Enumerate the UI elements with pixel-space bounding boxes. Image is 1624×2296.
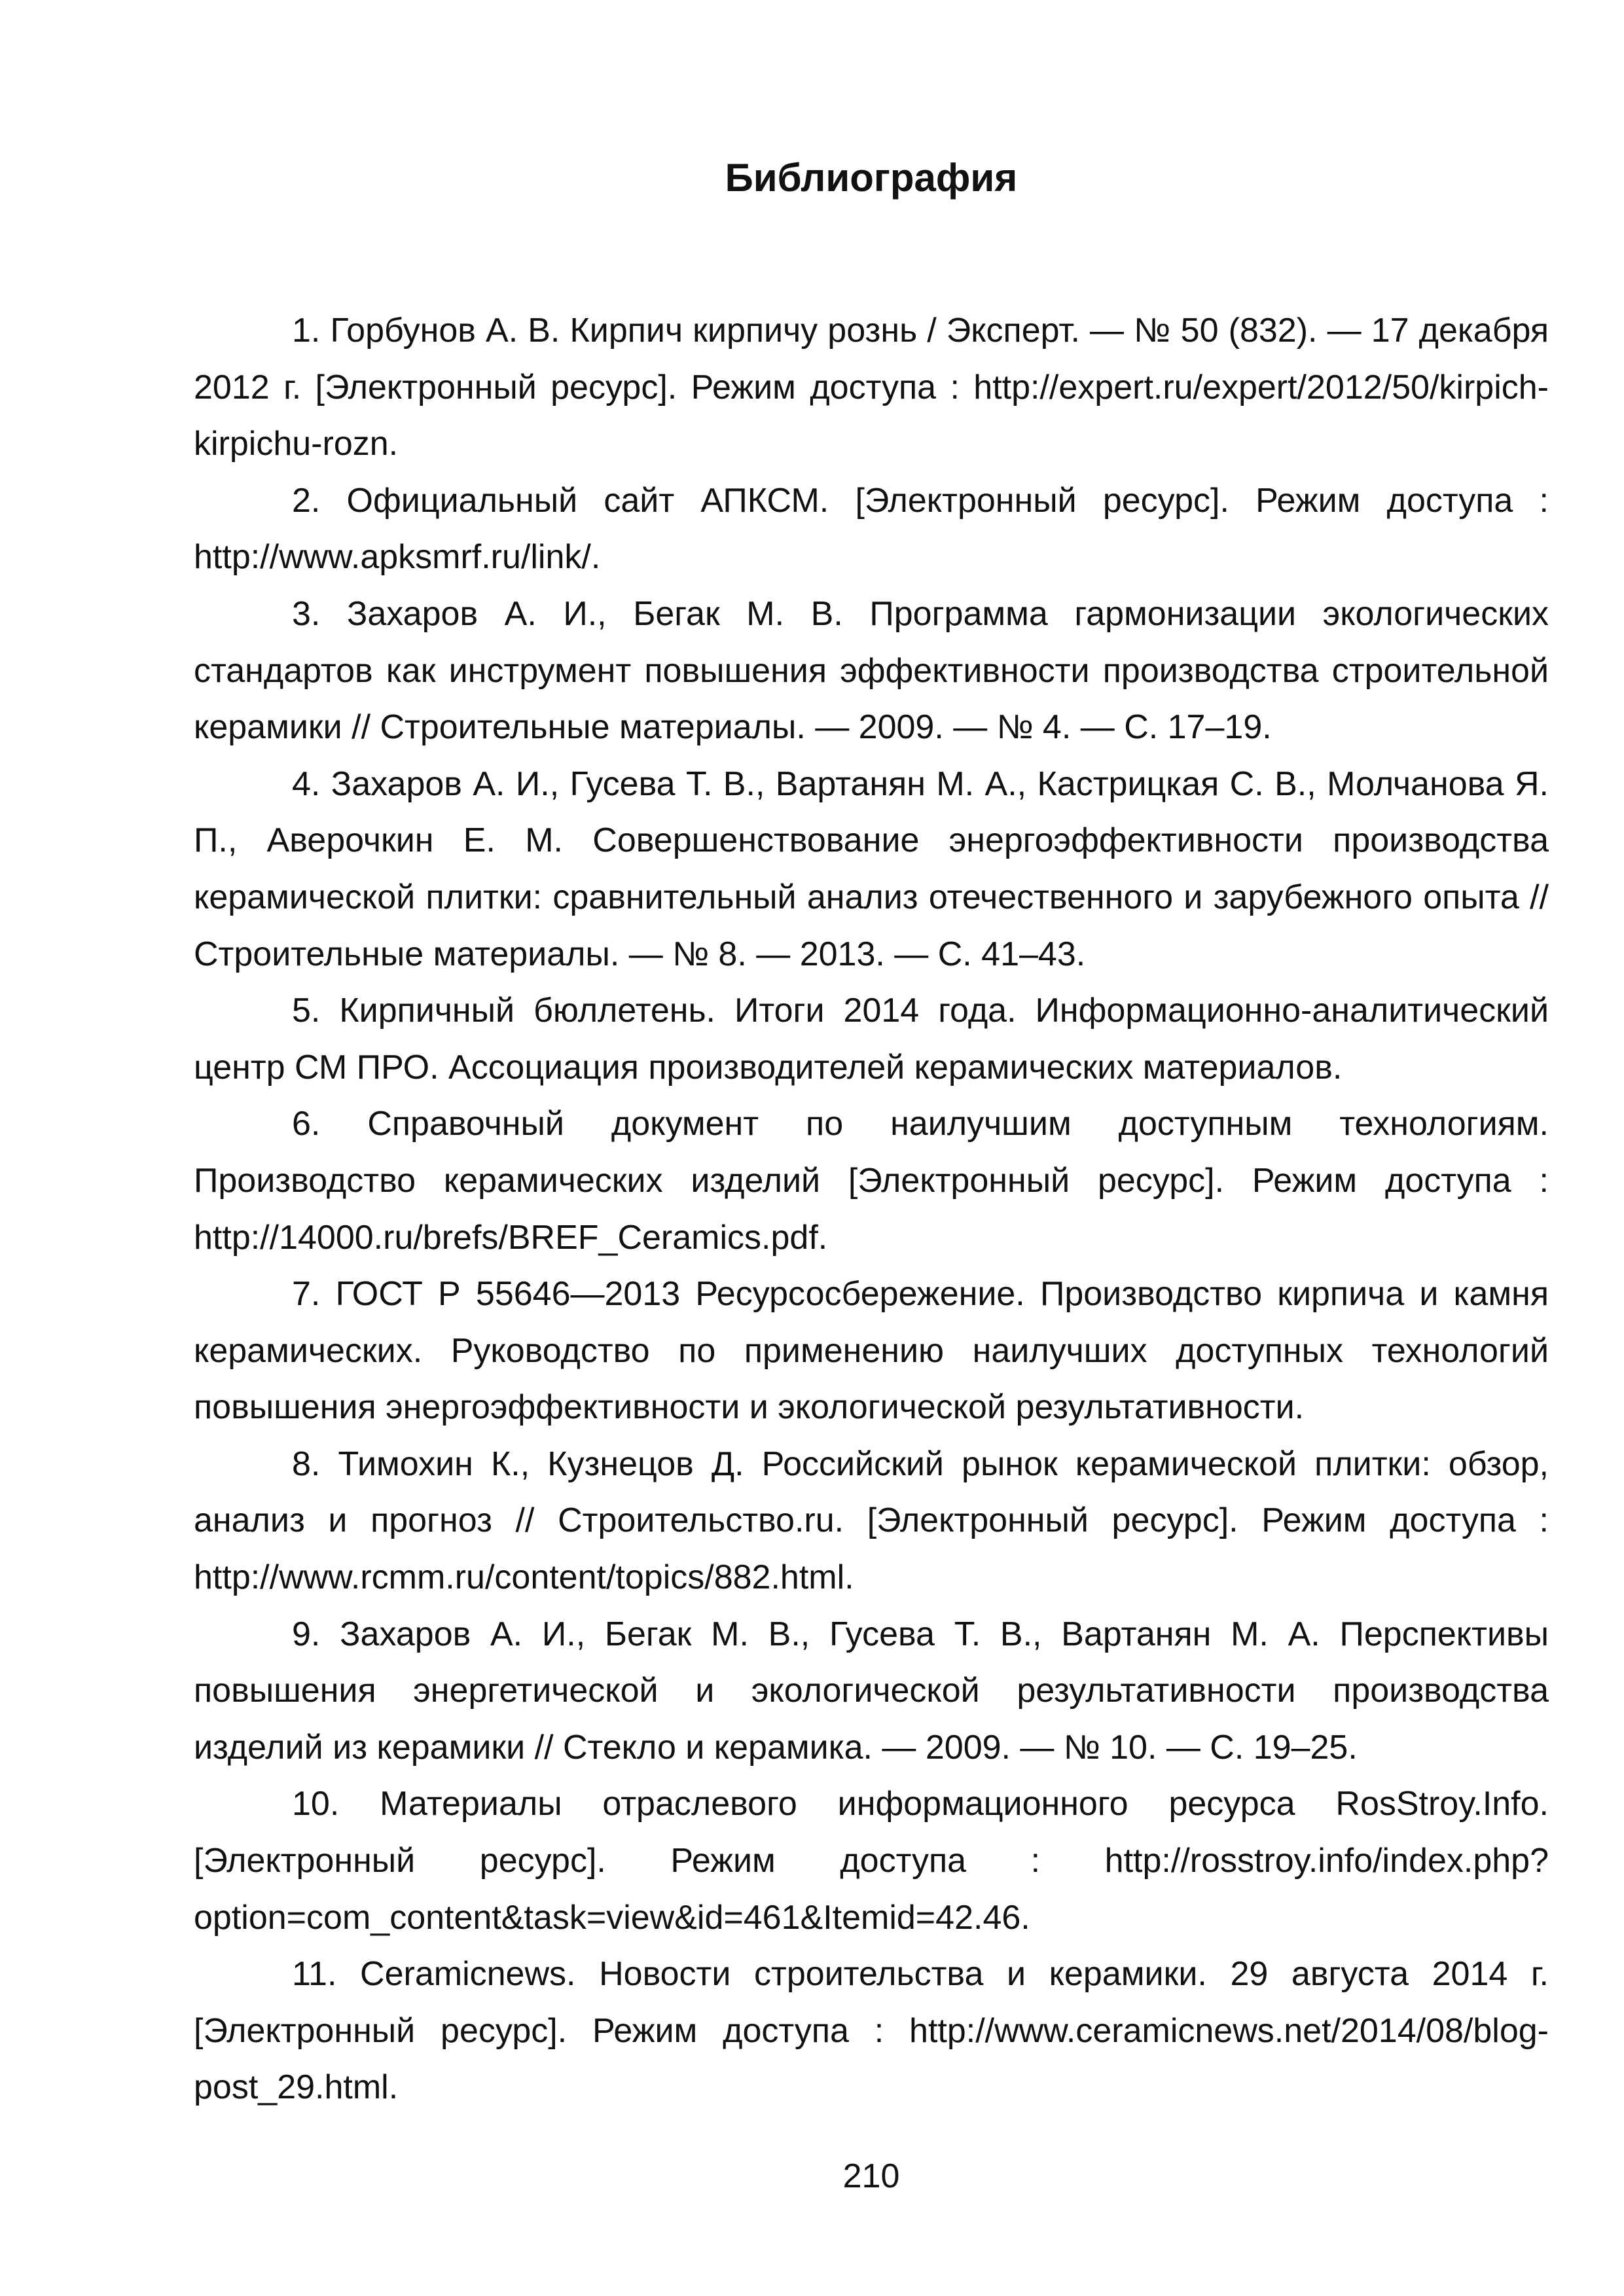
bibliography-item: 8. Тимохин К., Кузнецов Д. Российский рынок керамической плитки: обзор, анализ и прогноз // Строительство.ru. [Электронный ресурс]. Режим доступа : http://www.rcmm.ru/content/topics/882.html.: [194, 1444, 1549, 1597]
bibliography-item: 4. Захаров А. И., Гусева Т. В., Вартанян М. А., Кастрицкая С. В., Молчанова Я. П., Аверочкин Е. М. Совершенствование энергоэффективности производства керамической плитки: сравнительный анализ отечественного и зарубежного опыта // Строительные материалы. — № 8. — 2013. — С. 41–43.: [194, 764, 1549, 973]
bibliography-item: 10. Материалы отраслевого информационного ресурса RosStroy.Info. [Электронный ресурс]. Режим доступа : http://rosstroy.info/index.php?option=com_content&task=view&id=461&Itemid=42.46.: [194, 1785, 1549, 1937]
page-title: Библиография: [725, 156, 1018, 200]
bibliography-item: 1. Горбунов А. В. Кирпич кирпичу рознь / Эксперт. — № 50 (832). — 17 декабря 2012 г. [Электронный ресурс]. Режим доступа : http://expert.ru/expert/2012/50/kirpich-kirpichu-rozn.: [194, 312, 1549, 463]
bibliography-item: 3. Захаров А. И., Бегак М. В. Программа гармонизации экологических стандартов как инструмент повышения эффективности производства строительной керамики // Строительные материалы. — 2009. — № 4. — С. 17–19.: [194, 594, 1549, 747]
bibliography-item: 5. Кирпичный бюллетень. Итоги 2014 года. Информационно-аналитический центр СМ ПРО. Ассоциация производителей керамических материалов.: [194, 992, 1549, 1086]
bibliography-item: 9. Захаров А. И., Бегак М. В., Гусева Т. В., Вартанян М. А. Перспективы повышения энергетической и экологической результативности производства изделий из керамики // Стекло и керамика. — 2009. — № 10. — С. 19–25.: [194, 1615, 1549, 1767]
page-number: 210: [842, 2157, 900, 2195]
bibliography-list: [194, 302, 1549, 2116]
bibliography-item: 11. Ceramicnews. Новости строительства и керамики. 29 августа 2014 г. [Электронный ресурс]. Режим доступа : http://www.ceramicnews.net/2014/08/blog-post_29.html.: [194, 1955, 1549, 2107]
bibliography-item: 2. Официальный сайт АПКСМ. [Электронный ресурс]. Режим доступа : http://www.apksmrf.ru/link/.: [194, 481, 1549, 577]
document-page: [194, 0, 1549, 2296]
bibliography-item: 7. ГОСТ Р 55646—2013 Ресурсосбережение. Производство кирпича и камня керамических. Руководство по применению наилучших доступных технологий повышения энергоэффективности и экологической результативности.: [194, 1275, 1549, 1427]
bibliography-item: 6. Справочный документ по наилучшим доступным технологиям. Производство керамических изделий [Электронный ресурс]. Режим доступа : http://14000.ru/brefs/BREF_Ceramics.pdf.: [194, 1105, 1549, 1257]
